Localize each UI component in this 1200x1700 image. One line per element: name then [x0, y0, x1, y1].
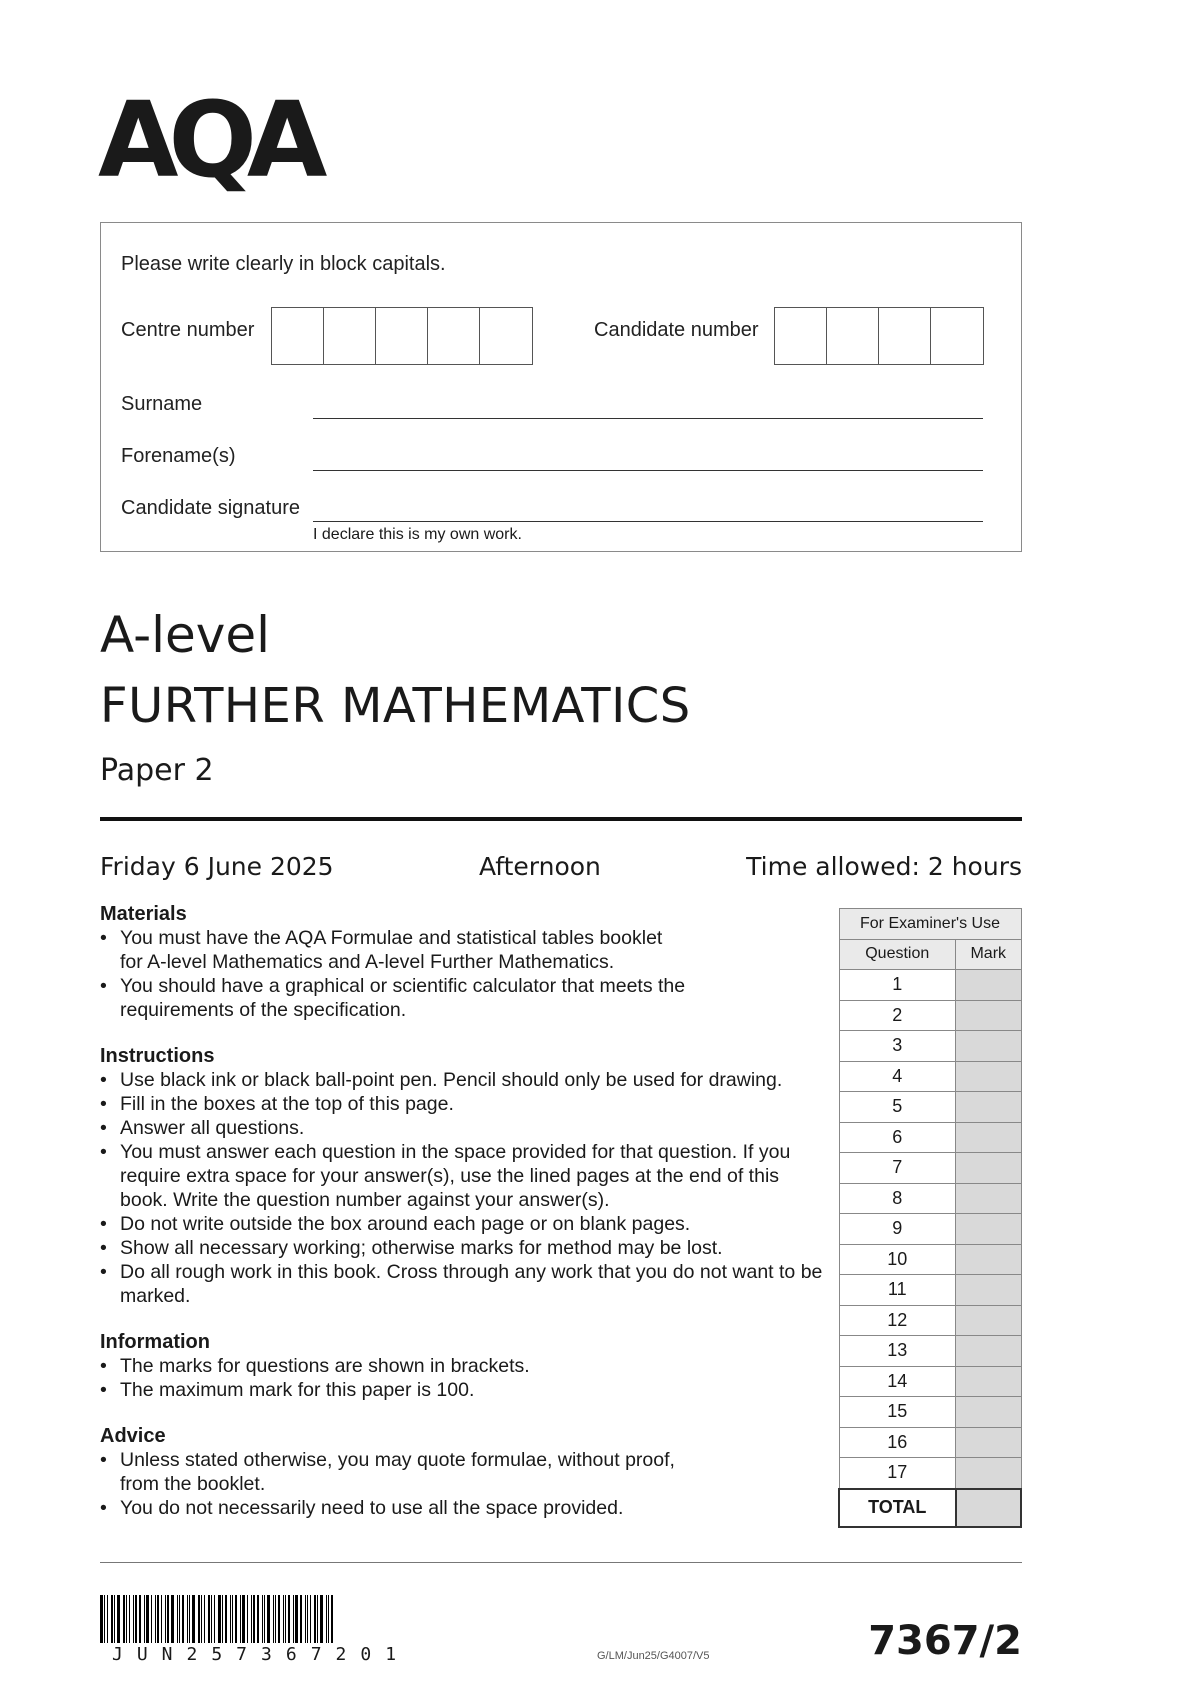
- barcode-bar: [242, 1595, 245, 1643]
- barcode-bar: [300, 1595, 302, 1643]
- barcode-bar: [225, 1595, 227, 1643]
- centre-digit-box[interactable]: [324, 308, 376, 364]
- mark-cell: [956, 1214, 1022, 1245]
- barcode-bar: [165, 1595, 166, 1643]
- barcode-bar: [235, 1595, 237, 1643]
- barcode-bar: [104, 1595, 105, 1643]
- barcode-bar: [247, 1595, 248, 1643]
- mark-cell: [956, 1427, 1022, 1458]
- question-number: 4: [839, 1061, 956, 1092]
- time-allowed: Time allowed: 2 hours: [746, 852, 1022, 881]
- barcode-bar: [100, 1595, 103, 1643]
- barcode-bar: [262, 1595, 263, 1643]
- barcode-bar: [151, 1595, 152, 1643]
- list-item: • You must answer each question in the space provided for that question. If you require extra space for your answer(s), use the lined pages at the end of this book. Write the question number against your answer(s).: [100, 1140, 820, 1212]
- barcode-bar: [146, 1595, 149, 1643]
- footer-divider: [100, 1562, 1022, 1563]
- table-row: [839, 1214, 1021, 1245]
- barcode-bar: [204, 1595, 205, 1643]
- advice-list: [100, 1448, 830, 1520]
- barcode-bar: [135, 1595, 137, 1643]
- barcode-bar: [218, 1595, 221, 1643]
- mark-cell: [956, 1061, 1022, 1092]
- barcode-bar: [232, 1595, 233, 1643]
- barcode-bar: [257, 1595, 259, 1643]
- information-heading: Information: [100, 1331, 210, 1353]
- barcode-bar: [208, 1595, 210, 1643]
- list-item: • You do not necessarily need to use all the space provided.: [100, 1496, 830, 1520]
- candidate-number-label: Candidate number: [594, 319, 759, 341]
- mark-cell: [956, 1458, 1022, 1489]
- table-row: [839, 1244, 1021, 1275]
- centre-digit-box[interactable]: [428, 308, 480, 364]
- aqa-logo: AQA: [98, 79, 318, 201]
- question-number: 15: [839, 1397, 956, 1428]
- candidate-digit-box[interactable]: [827, 308, 879, 364]
- exam-date: Friday 6 June 2025: [100, 852, 334, 881]
- forenames-field[interactable]: [313, 470, 983, 471]
- question-number: 13: [839, 1336, 956, 1367]
- question-number: 17: [839, 1458, 956, 1489]
- question-number: 1: [839, 970, 956, 1001]
- barcode-bar: [167, 1595, 169, 1643]
- barcode-bar: [177, 1595, 178, 1643]
- centre-number-label: Centre number: [121, 319, 255, 341]
- list-item: • Show all necessary working; otherwise marks for method may be lost.: [100, 1236, 830, 1260]
- question-number: 16: [839, 1427, 956, 1458]
- materials-list: [100, 926, 830, 1022]
- information-list: [100, 1354, 830, 1402]
- barcode-text: JUN257367201: [112, 1644, 411, 1665]
- table-row: [839, 1427, 1021, 1458]
- barcode-bar: [251, 1595, 252, 1643]
- barcode-bar: [320, 1595, 323, 1643]
- table-row: [839, 1122, 1021, 1153]
- barcode-bar: [129, 1595, 130, 1643]
- centre-number-boxes: [271, 307, 533, 365]
- total-mark-cell: [956, 1489, 1022, 1527]
- barcode-bar: [295, 1595, 298, 1643]
- list-item: • The maximum mark for this paper is 100.: [100, 1378, 830, 1402]
- table-row: [839, 1031, 1021, 1062]
- centre-digit-box[interactable]: [272, 308, 324, 364]
- declaration-text: I declare this is my own work.: [313, 526, 522, 543]
- signature-label: Candidate signature: [121, 497, 301, 519]
- qualification-level: A-level: [100, 606, 271, 664]
- question-number: 11: [839, 1275, 956, 1306]
- candidate-digit-box[interactable]: [931, 308, 983, 364]
- barcode-bar: [314, 1595, 316, 1643]
- table-row: [839, 1336, 1021, 1367]
- barcode-bar: [201, 1595, 202, 1643]
- mark-cell: [956, 1305, 1022, 1336]
- candidate-digit-box[interactable]: [879, 308, 931, 364]
- barcode-bar: [328, 1595, 329, 1643]
- table-row: [839, 1153, 1021, 1184]
- barcode-bar: [305, 1595, 306, 1643]
- exam-session: Afternoon: [479, 852, 601, 881]
- barcode-bar: [285, 1595, 286, 1643]
- list-item: • Use black ink or black ball-point pen. Pencil should only be used for drawing.: [100, 1068, 830, 1092]
- mark-cell: [956, 1031, 1022, 1062]
- materials-heading: Materials: [100, 903, 187, 925]
- barcode-bar: [111, 1595, 113, 1643]
- header-divider: [100, 817, 1022, 821]
- barcode-bar: [157, 1595, 159, 1643]
- barcode-bar: [240, 1595, 241, 1643]
- barcode-bar: [117, 1595, 120, 1643]
- mark-column-header: Mark: [956, 939, 1022, 970]
- barcode-bar: [310, 1595, 311, 1643]
- question-number: 5: [839, 1092, 956, 1123]
- barcode-bar: [275, 1595, 276, 1643]
- examiner-use-table: [838, 908, 1022, 1528]
- table-row: [839, 1275, 1021, 1306]
- mark-cell: [956, 1183, 1022, 1214]
- list-item: • You should have a graphical or scientific calculator that meets the requirements of the specification.: [100, 974, 720, 1022]
- barcode-bar: [171, 1595, 174, 1643]
- barcode-bar: [331, 1595, 333, 1643]
- table-row: [839, 1183, 1021, 1214]
- mark-cell: [956, 1092, 1022, 1123]
- barcode-bar: [293, 1595, 294, 1643]
- list-item: • Unless stated otherwise, you may quote formulae, without proof, from the booklet.: [100, 1448, 700, 1496]
- barcode-bar: [187, 1595, 188, 1643]
- examiner-table-body: [839, 970, 1021, 1489]
- list-item: • Answer all questions.: [100, 1116, 830, 1140]
- table-row: [839, 970, 1021, 1001]
- table-row: [839, 1305, 1021, 1336]
- total-label: TOTAL: [839, 1489, 956, 1527]
- table-row: [839, 1000, 1021, 1031]
- list-item: • Do all rough work in this book. Cross through any work that you do not want to be marked.: [100, 1260, 830, 1308]
- barcode-bar: [230, 1595, 231, 1643]
- question-number: 6: [839, 1122, 956, 1153]
- list-item: • You must have the AQA Formulae and statistical tables booklet for A-level Mathematics and A-level Further Mathematics.: [100, 926, 690, 974]
- forenames-label: Forename(s): [121, 445, 236, 467]
- paper-reference: G/LM/Jun25/G4007/V5: [597, 1650, 710, 1662]
- barcode-bar: [283, 1595, 284, 1643]
- barcode-bar: [211, 1595, 212, 1643]
- barcode-bar: [114, 1595, 115, 1643]
- centre-digit-box[interactable]: [480, 308, 532, 364]
- list-item: • Fill in the boxes at the top of this page.: [100, 1092, 830, 1116]
- surname-field[interactable]: [313, 418, 983, 419]
- mark-cell: [956, 1397, 1022, 1428]
- subject-title: FURTHER MATHEMATICS: [100, 678, 691, 734]
- table-row: [839, 1458, 1021, 1489]
- barcode-bar: [179, 1595, 180, 1643]
- barcode-bar: [307, 1595, 308, 1643]
- barcode-bar: [214, 1595, 215, 1643]
- barcode-bar: [288, 1595, 290, 1643]
- examiner-table-title: For Examiner's Use: [839, 909, 1021, 940]
- mark-cell: [956, 1366, 1022, 1397]
- question-number: 7: [839, 1153, 956, 1184]
- surname-label: Surname: [121, 393, 203, 415]
- barcode-bar: [198, 1595, 200, 1643]
- instructions-heading: Instructions: [100, 1045, 215, 1067]
- barcode-bar: [317, 1595, 318, 1643]
- question-number: 14: [839, 1366, 956, 1397]
- table-row: [839, 1061, 1021, 1092]
- block-capitals-instruction: Please write clearly in block capitals.: [121, 253, 446, 275]
- table-row: [839, 1092, 1021, 1123]
- table-row: [839, 1397, 1021, 1428]
- mark-cell: [956, 1336, 1022, 1367]
- paper-number: Paper 2: [100, 753, 214, 788]
- candidate-digit-box[interactable]: [775, 308, 827, 364]
- barcode-bar: [139, 1595, 141, 1643]
- barcode-bar: [273, 1595, 274, 1643]
- question-number: 3: [839, 1031, 956, 1062]
- barcode-bar: [278, 1595, 280, 1643]
- barcode-bar: [253, 1595, 255, 1643]
- barcode-bar: [107, 1595, 108, 1643]
- centre-digit-box[interactable]: [376, 308, 428, 364]
- barcode: [100, 1595, 445, 1643]
- question-number: 10: [839, 1244, 956, 1275]
- barcode-bar: [189, 1595, 190, 1643]
- candidate-details-box: [100, 222, 1022, 552]
- question-number: 2: [839, 1000, 956, 1031]
- barcode-bar: [182, 1595, 184, 1643]
- list-item: • Do not write outside the box around each page or on blank pages.: [100, 1212, 830, 1236]
- exam-instructions: [100, 902, 830, 1542]
- signature-field[interactable]: [313, 521, 983, 522]
- barcode-bar: [161, 1595, 162, 1643]
- barcode-bar: [133, 1595, 134, 1643]
- mark-cell: [956, 1000, 1022, 1031]
- barcode-bar: [264, 1595, 265, 1643]
- mark-cell: [956, 1244, 1022, 1275]
- instructions-list: [100, 1068, 830, 1308]
- advice-heading: Advice: [100, 1425, 166, 1447]
- mark-cell: [956, 1153, 1022, 1184]
- paper-code: 7367/2: [868, 1618, 1022, 1664]
- mark-cell: [956, 970, 1022, 1001]
- barcode-bar: [123, 1595, 125, 1643]
- question-number: 12: [839, 1305, 956, 1336]
- barcode-bar: [155, 1595, 156, 1643]
- barcode-bar: [267, 1595, 270, 1643]
- barcode-bar: [326, 1595, 327, 1643]
- question-number: 9: [839, 1214, 956, 1245]
- barcode-bar: [222, 1595, 223, 1643]
- mark-cell: [956, 1275, 1022, 1306]
- barcode-bar: [144, 1595, 145, 1643]
- question-number: 8: [839, 1183, 956, 1214]
- mark-cell: [956, 1122, 1022, 1153]
- table-row: [839, 1366, 1021, 1397]
- candidate-number-boxes: [774, 307, 984, 365]
- question-column-header: Question: [839, 939, 956, 970]
- barcode-bar: [192, 1595, 195, 1643]
- list-item: • The marks for questions are shown in brackets.: [100, 1354, 830, 1378]
- barcode-bar: [126, 1595, 127, 1643]
